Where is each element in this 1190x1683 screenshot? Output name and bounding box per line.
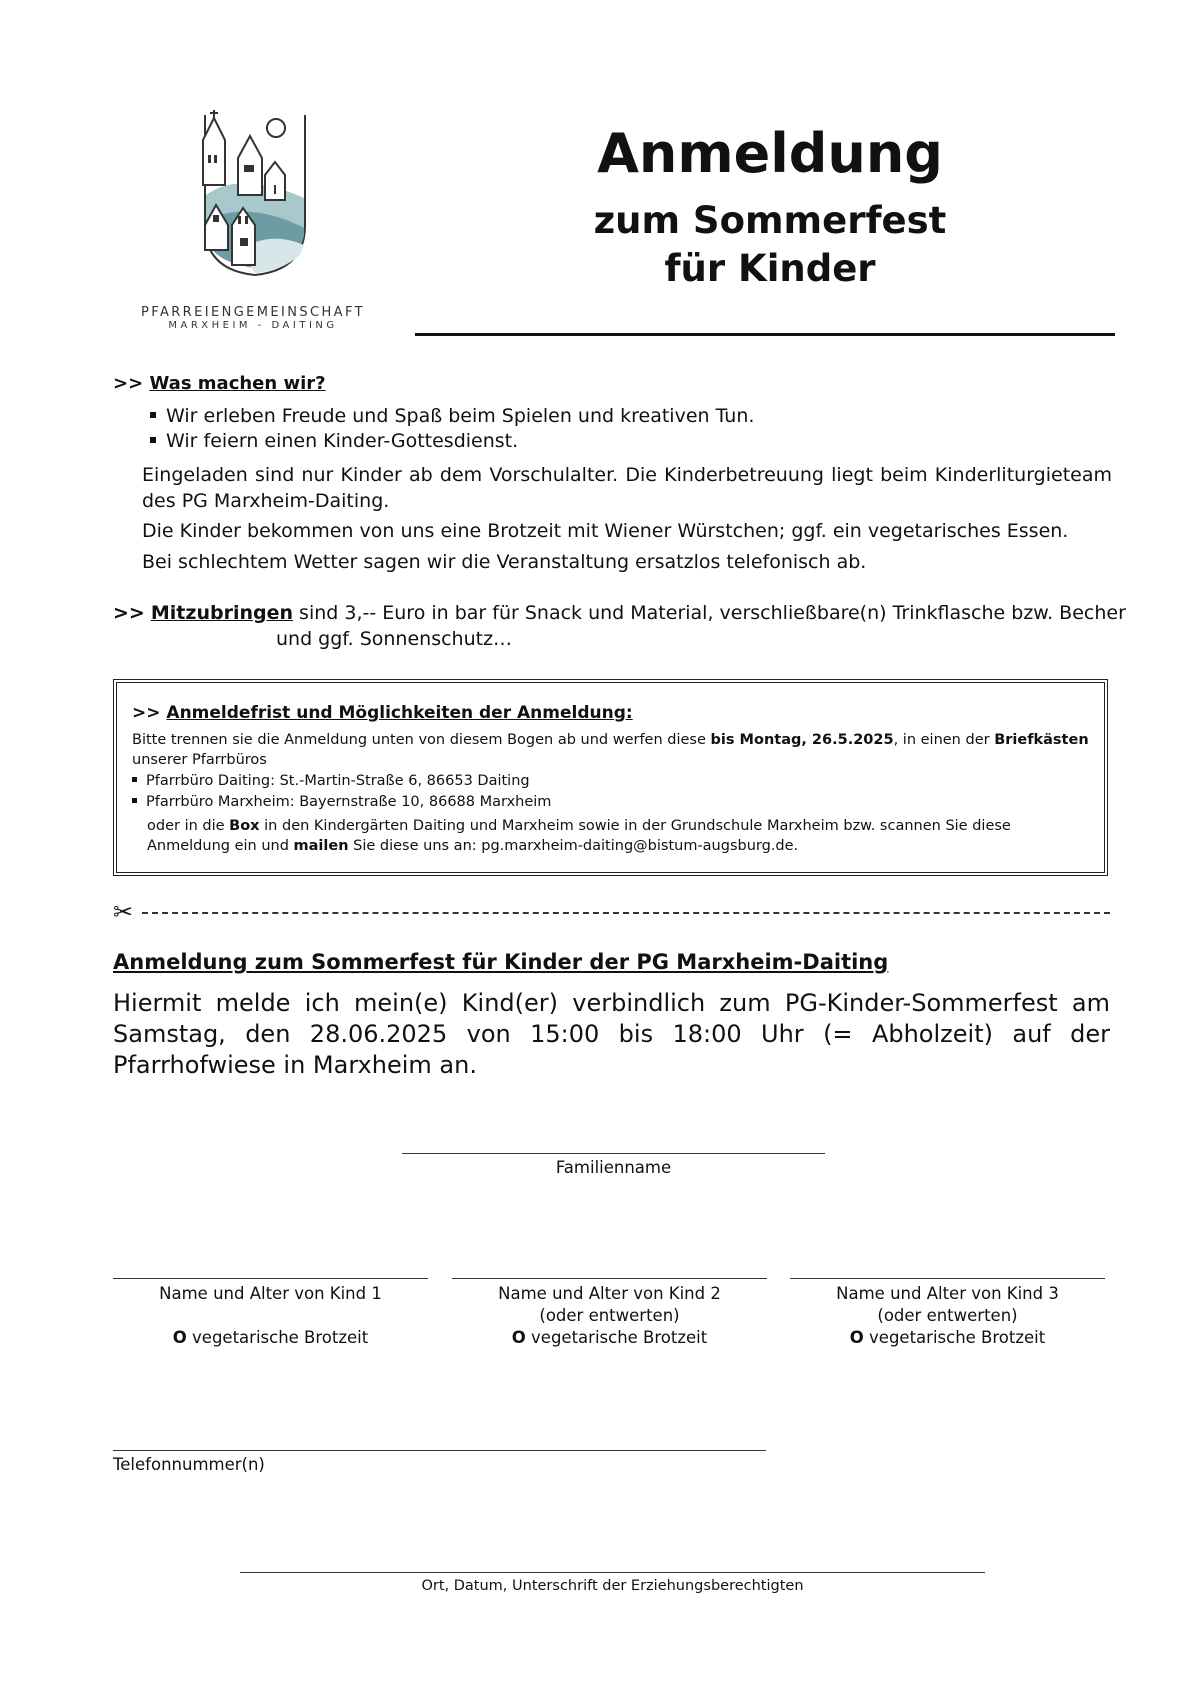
header-rule bbox=[415, 333, 1115, 336]
text: Bitte trennen sie die Anmeldung unten von diesem Bogen ab und werfen diese bbox=[132, 732, 711, 748]
logo-text-line2: MARXHEIM - DAITING bbox=[168, 320, 338, 331]
family-name-field[interactable] bbox=[402, 1153, 825, 1154]
address-daiting: Pfarrbüro Daiting: St.-Martin-Straße 6, 86653 Daiting bbox=[146, 773, 530, 789]
child-label: Name und Alter von Kind 2 bbox=[498, 1284, 721, 1303]
veg-option[interactable] bbox=[790, 1327, 1105, 1349]
text: Sie diese uns an: pg.marxheim-daiting@bistum-augsburg.de. bbox=[348, 838, 799, 854]
child-note: (oder entwerten) bbox=[877, 1306, 1018, 1325]
child-2-block bbox=[452, 1283, 767, 1349]
paragraph-invitation: Eingeladen sind nur Kinder ab dem Vorschulalter. Die Kinderbetreuung liegt beim Kinderliturgieteam des PG Marxheim-Daiting. bbox=[142, 464, 1112, 512]
checkbox-circle-icon[interactable]: O bbox=[511, 1328, 526, 1347]
bullet-icon bbox=[150, 412, 156, 418]
page-subtitle-2: für Kinder bbox=[664, 247, 876, 290]
child-label: Name und Alter von Kind 1 bbox=[159, 1284, 382, 1303]
bullet-icon bbox=[132, 798, 137, 803]
cut-line bbox=[142, 912, 1110, 914]
veg-option[interactable] bbox=[113, 1327, 428, 1349]
child-3-block bbox=[790, 1283, 1105, 1349]
child-1-block bbox=[113, 1283, 428, 1349]
list-item-text: Wir feiern einen Kinder-Gottesdienst. bbox=[166, 430, 519, 452]
form-title: Anmeldung zum Sommerfest für Kinder der PG Marxheim-Daiting bbox=[113, 950, 889, 974]
scissors-icon: ✂ bbox=[113, 898, 134, 926]
text: in den Kindergärten Daiting und Marxheim sowie in der Grundschule Marxheim bzw. scannen Sie diese Anmeldung ein und bbox=[147, 818, 1011, 854]
list-item bbox=[132, 794, 551, 810]
checkbox-circle-icon[interactable]: O bbox=[849, 1328, 864, 1347]
page-subtitle-1: zum Sommerfest bbox=[593, 199, 947, 242]
bullet-icon bbox=[150, 437, 156, 443]
list-item bbox=[132, 773, 530, 789]
option-label: vegetarische Brotzeit bbox=[531, 1328, 708, 1347]
child-note: (oder entwerten) bbox=[539, 1306, 680, 1325]
bring-text-cont: und ggf. Sonnenschutz… bbox=[276, 628, 513, 650]
text-bold: Box bbox=[229, 818, 260, 834]
bullet-icon bbox=[132, 777, 137, 782]
option-label: vegetarische Brotzeit bbox=[869, 1328, 1046, 1347]
page-title: Anmeldung bbox=[597, 122, 943, 185]
list-item bbox=[150, 405, 754, 427]
child-1-field[interactable] bbox=[113, 1278, 428, 1279]
heading-text: Anmeldefrist und Möglichkeiten der Anmeldung: bbox=[166, 703, 633, 723]
child-label: Name und Alter von Kind 3 bbox=[836, 1284, 1059, 1303]
spacer bbox=[113, 1305, 428, 1327]
phone-label: Telefonnummer(n) bbox=[113, 1455, 265, 1474]
veg-option[interactable] bbox=[452, 1327, 767, 1349]
list-item-text: Wir erleben Freude und Spaß beim Spielen und kreativen Tun. bbox=[166, 405, 755, 427]
heading-prefix: >> bbox=[132, 703, 161, 723]
box-paragraph-1 bbox=[132, 730, 1092, 770]
heading-prefix: >> bbox=[113, 602, 145, 624]
section-bring bbox=[113, 602, 1126, 624]
text: oder in die bbox=[147, 818, 230, 834]
heading-prefix: >> bbox=[113, 373, 144, 394]
logo-text-line1: PFARREIENGEMEINSCHAFT bbox=[141, 305, 365, 320]
signature-label: Ort, Datum, Unterschrift der Erziehungsberechtigten bbox=[421, 1578, 804, 1594]
box-paragraph-2 bbox=[147, 816, 1092, 856]
form-declaration: Hiermit melde ich mein(e) Kind(er) verbindlich zum PG-Kinder-Sommerfest am Samstag, den 28.06.2025 von 15:00 bis 18:00 Uhr (= Abholzeit) auf der Pfarrhofwiese in Marxheim an. bbox=[113, 989, 1110, 1079]
heading-text: Was machen wir? bbox=[149, 373, 326, 394]
bring-text: sind 3,-- Euro in bar für Snack und Material, verschließbare(n) Trinkflasche bzw. Becher bbox=[293, 602, 1126, 624]
child-3-field[interactable] bbox=[790, 1278, 1105, 1279]
child-2-field[interactable] bbox=[452, 1278, 767, 1279]
heading-text: Mitzubringen bbox=[150, 602, 294, 624]
church-village-logo bbox=[200, 110, 310, 280]
text-bold: Briefkästen bbox=[994, 732, 1089, 748]
signature-field[interactable] bbox=[240, 1572, 985, 1573]
box-heading bbox=[132, 703, 633, 723]
option-label: vegetarische Brotzeit bbox=[192, 1328, 369, 1347]
family-name-label: Familienname bbox=[555, 1158, 672, 1177]
section-heading-what bbox=[113, 373, 326, 394]
text: , in einen der bbox=[893, 732, 995, 748]
text-bold: mailen bbox=[293, 838, 349, 854]
address-marxheim: Pfarrbüro Marxheim: Bayernstraße 10, 86688 Marxheim bbox=[146, 794, 552, 810]
text: unserer Pfarrbüros bbox=[132, 752, 267, 768]
paragraph-weather: Bei schlechtem Wetter sagen wir die Veranstaltung ersatzlos telefonisch ab. bbox=[142, 551, 867, 573]
deadline: bis Montag, 26.5.2025 bbox=[710, 732, 894, 748]
phone-field[interactable] bbox=[113, 1450, 766, 1451]
checkbox-circle-icon[interactable]: O bbox=[172, 1328, 187, 1347]
paragraph-food: Die Kinder bekommen von uns eine Brotzeit mit Wiener Würstchen; ggf. ein vegetarisches Essen. bbox=[142, 520, 1069, 542]
list-item bbox=[150, 430, 518, 452]
